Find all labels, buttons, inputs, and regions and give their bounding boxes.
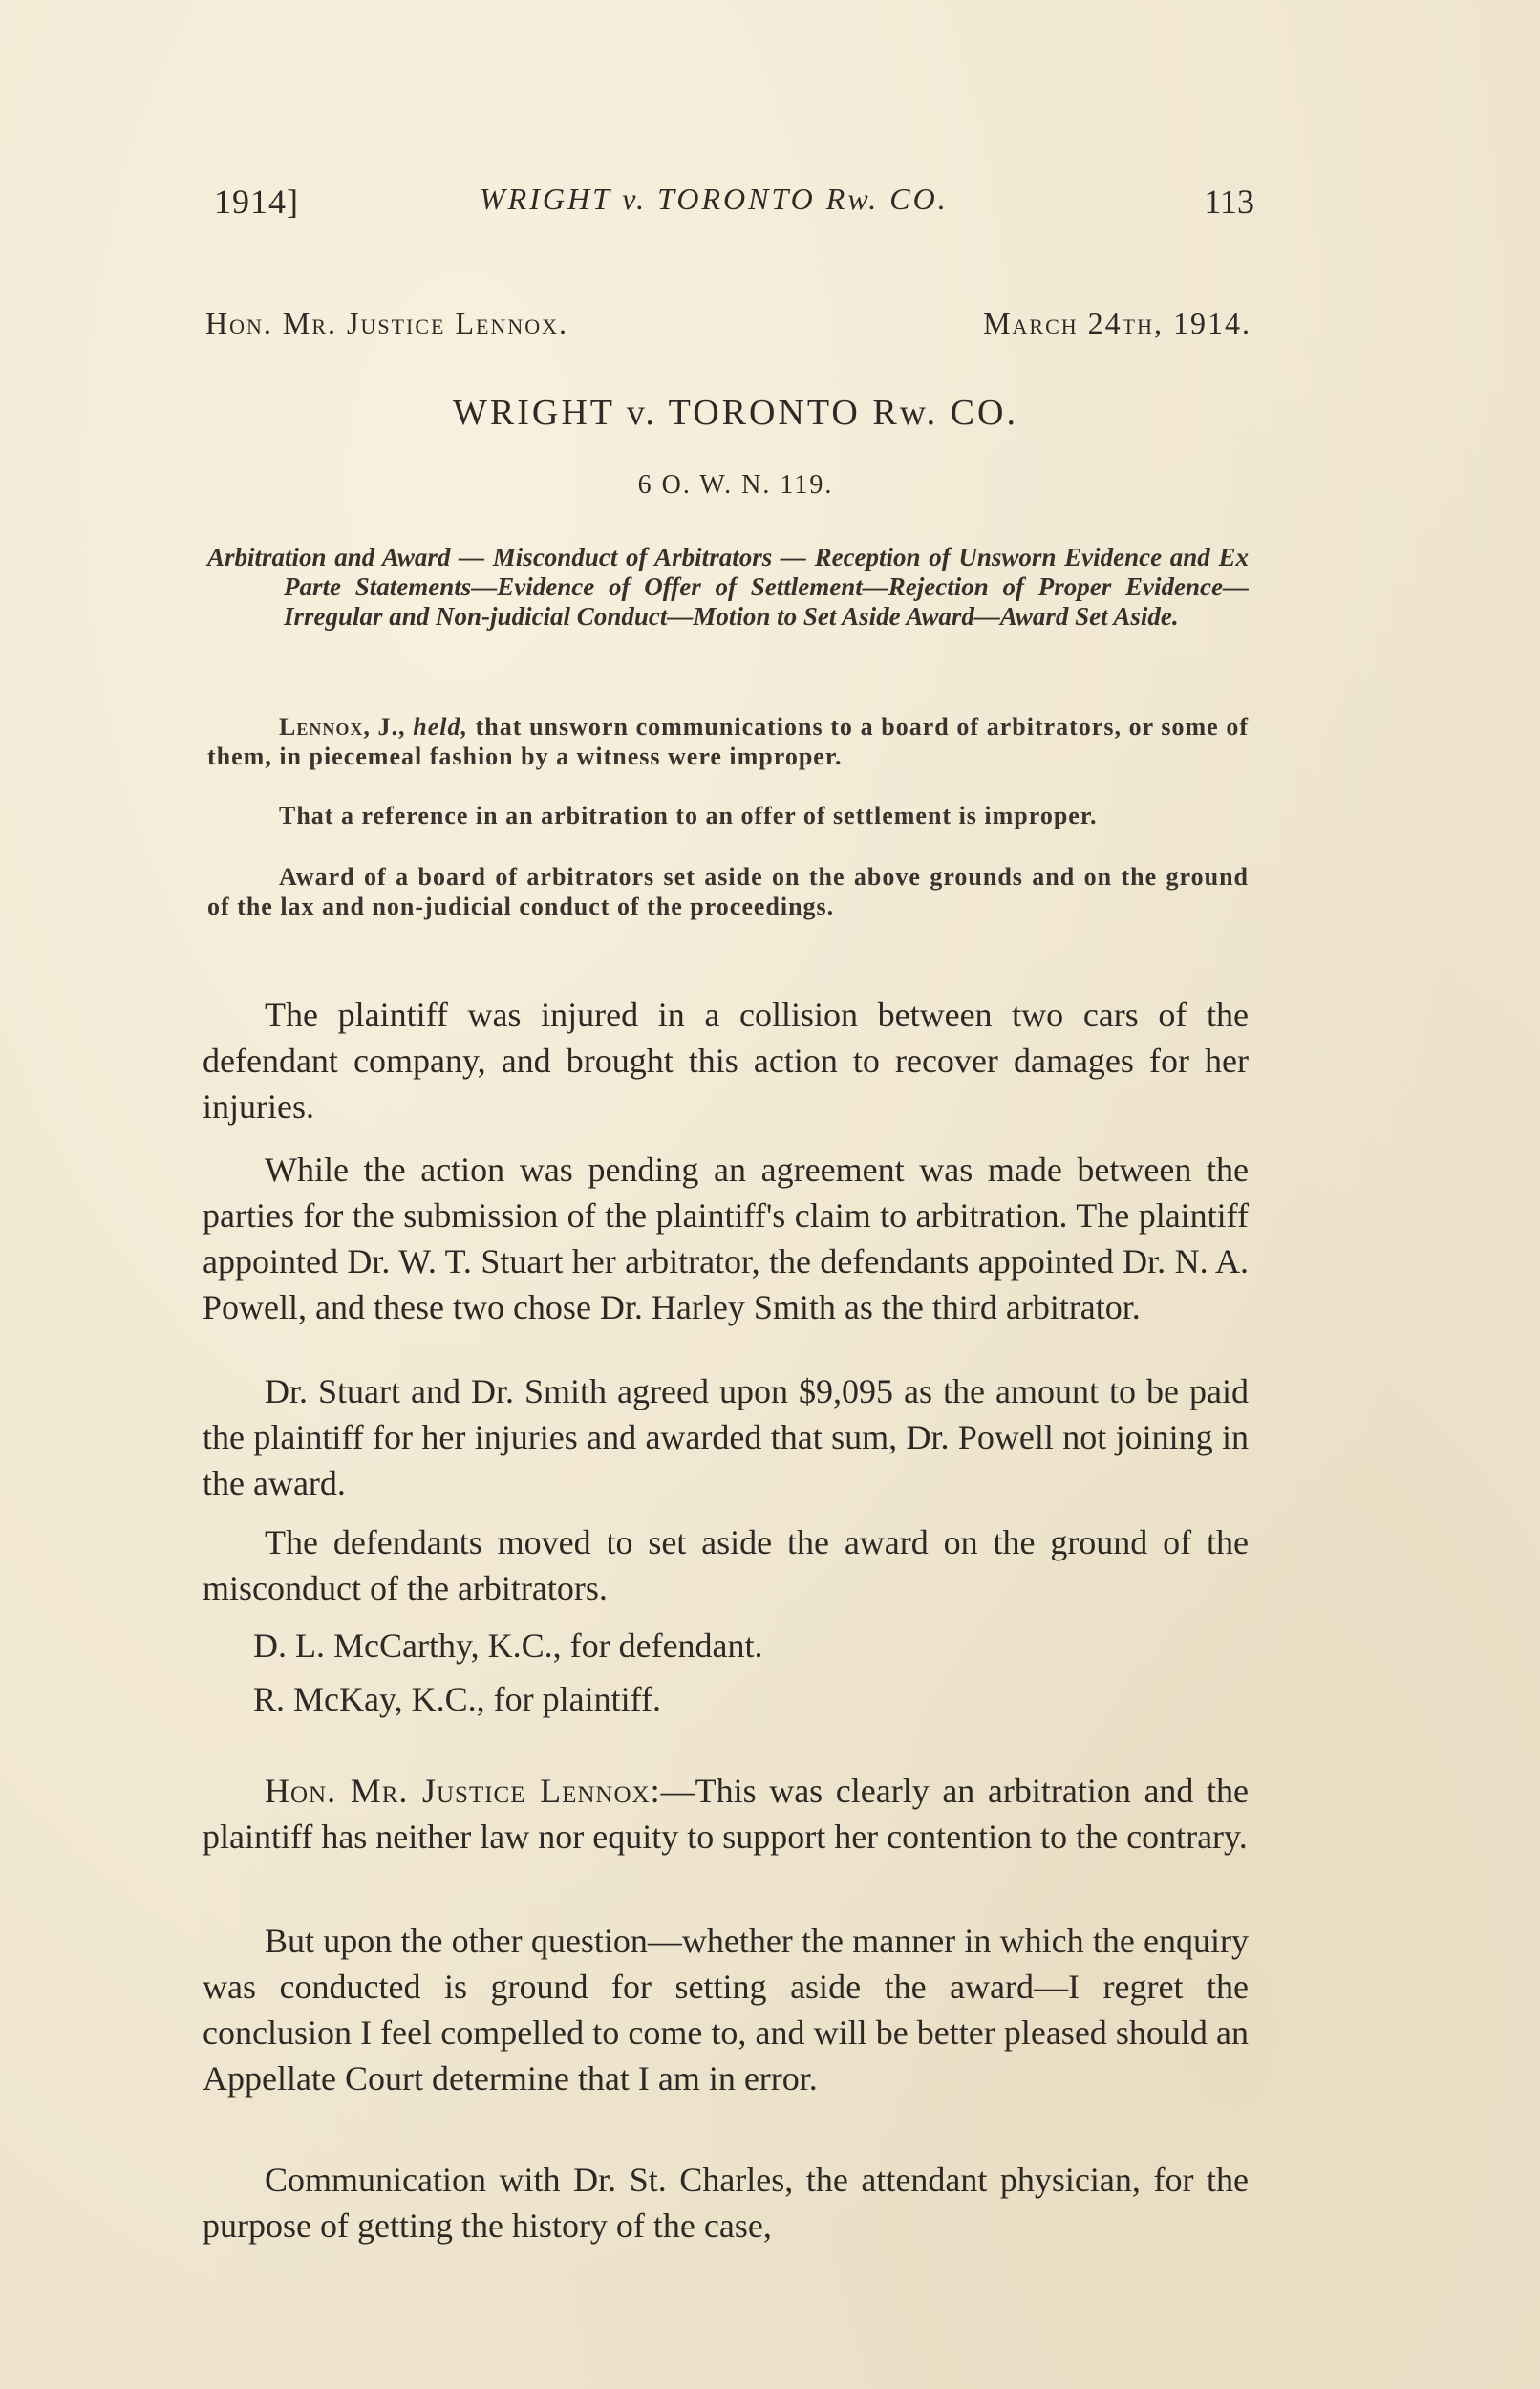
judgment-text: —This was clearly an arbitration and the plaintiff has neither law nor equity to support her contention to the contrary. — [203, 1772, 1250, 1856]
body-paragraph-4: The defendants moved to set aside the award on the ground of the misconduct of the arbitrators. — [203, 1523, 1249, 1607]
running-head — [203, 182, 1253, 229]
case-title: WRIGHT v. TORONTO Rw. CO. — [453, 393, 1018, 433]
running-head-title: WRIGHT v. TORONTO Rw. CO. — [480, 182, 949, 216]
running-head-year: 1914] — [214, 183, 299, 221]
body-paragraph-2: While the action was pending an agreement was made between the parties for the submission of the plaintiff's claim to arbitration. The plaintiff appointed Dr. W. T. Stuart her arbitrator, the defendants appointed Dr. N. A. Powell, and these two chose Dr. Harley Smith as the third arbitrator. — [203, 1151, 1249, 1326]
decision-date: March 24th, 1914. — [983, 306, 1251, 340]
judgment-paragraph-3: Communication with Dr. St. Charles, the attendant physician, for the purpose of getting the history of the case, — [203, 2161, 1249, 2245]
body-paragraph-1: The plaintiff was injured in a collision between two cars of the defendant company, and brought this action to recover damages for her injuries. — [203, 996, 1249, 1126]
holding-paragraph-2: That a reference in an arbitration to an offer of settlement is improper. — [279, 802, 1098, 829]
headnote-catchwords: Arbitration and Award — Misconduct of Arbitrators — Reception of Unsworn Evidence and Ex Parte Statements—Evidence of Offer of Settlement—Rejection of Proper Evidence—Irregular and Non-judicial Conduct—Motion to Set Aside Award—Award Set Aside. — [207, 543, 1249, 631]
holding-paragraph-1 — [207, 712, 1249, 771]
judge-name: Hon. Mr. Justice Lennox. — [205, 306, 569, 340]
holding-judge: Lennox, J., — [279, 713, 406, 741]
judgment-judge: Hon. Mr. Justice Lennox: — [265, 1772, 661, 1810]
case-citation: 6 O. W. N. 119. — [637, 470, 834, 500]
holding-held: held, — [413, 713, 468, 741]
judgment-paragraph-2: But upon the other question—whether the manner in which the enquiry was conducted is ground for setting aside the award—I regret the conclusion I feel compelled to come to, and will be better pleased should an Appellate Court determine that I am in error. — [203, 1922, 1249, 2098]
holding-paragraph-3: Award of a board of arbitrators set aside on the above grounds and on the ground of the lax and non-judicial conduct of the proceedings. — [207, 863, 1249, 920]
page-number: 113 — [1204, 183, 1254, 221]
body-paragraph-3: Dr. Stuart and Dr. Smith agreed upon $9,095 as the amount to be paid the plaintiff for her injuries and awarded that sum, Dr. Powell not joining in the award. — [203, 1372, 1249, 1502]
judgment-paragraph-1 — [203, 1768, 1249, 1860]
judge-date-line — [205, 306, 1251, 354]
counsel-defendant: D. L. McCarthy, K.C., for defendant. — [253, 1626, 763, 1665]
holding-text: that unsworn communications to a board of arbitrators, or some of them, in piecemeal fashion by a witness were improper. — [207, 713, 1250, 770]
counsel-plaintiff: R. McKay, K.C., for plaintiff. — [253, 1680, 661, 1718]
